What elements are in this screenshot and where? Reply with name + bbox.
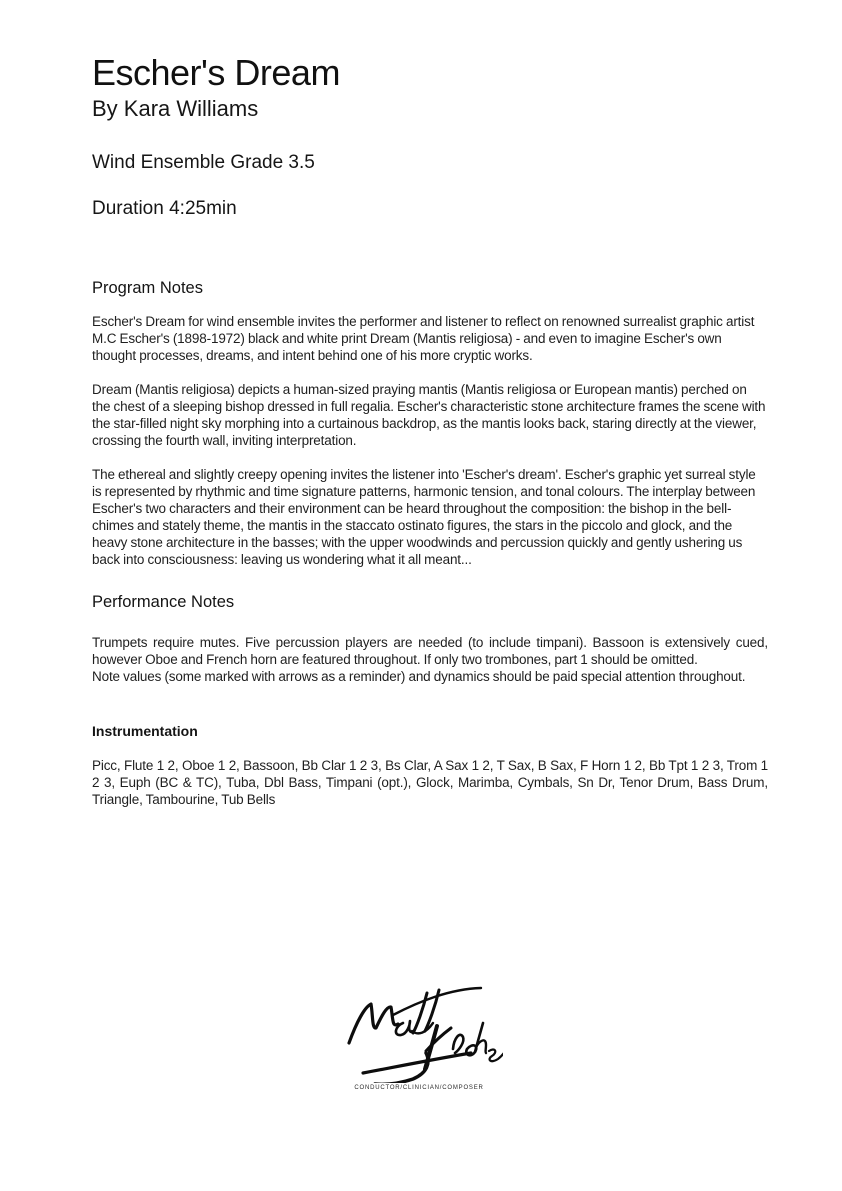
program-notes-paragraph: The ethereal and slightly creepy opening invites the listener into 'Escher's dream'. Escher's graphic yet surreal style is represented by rhythmic and time signature patterns, harmonic tension, and tonal colours. The interplay between Escher's two characters and their environment can be heard throughout the composition: the bishop in the bell-chimes and stately theme, the mantis in the staccato ostinato figures, the stars in the piccolo and glock, and the heavy stone architecture in the basses; with the upper woodwinds and percussion quickly and gently ushering us back into consciousness: leaving us wondering what it all meant... [92,467,756,568]
instrumentation-list: Picc, Flute 1 2, Oboe 1 2, Bassoon, Bb Clar 1 2 3, Bs Clar, A Sax 1 2, T Sax, B Sax, F Horn 1 2, Bb Tpt 1 2 3, Trom 1 2 3, Euph (BC & TC), Tuba, Dbl Bass, Timpani (opt.), Glock, Marimba, Cymbals, Sn Dr, Tenor Drum, Bass Drum, Triangle, Tambourine, Tub Bells [92,757,768,807]
performance-notes-paragraph: Trumpets require mutes. Five percussion players are needed (to include timpani). Bassoon is extensively cued, however Oboe and French horn are featured throughout. If only two trombones, part 1 should be omitted. [92,634,768,667]
page-content [92,0,768,808]
piece-title: Escher's Dream [92,52,340,93]
ensemble-grade-line: Wind Ensemble Grade 3.5 [92,151,315,173]
composer-byline: By Kara Williams [92,96,259,122]
signature-tagline: CONDUCTOR/CLINICIAN/COMPOSER [354,1085,484,1091]
performance-notes-paragraph: Note values (some marked with arrows as a reminder) and dynamics should be paid special attention throughout. [92,668,746,684]
program-notes-paragraph: Dream (Mantis religiosa) depicts a human-sized praying mantis (Mantis religiosa or European mantis) perched on the chest of a sleeping bishop dressed in full regalia. Escher's characteristic stone architecture frames the scene with the star-filled night sky morphing into a curtainous backdrop, as the mantis looks back, staring directly at the viewer, crossing the fourth wall, inviting interpretation. [92,382,766,449]
program-notes-paragraph: Escher's Dream for wind ensemble invites the performer and listener to reflect on renowned surrealist graphic artist M.C Escher's (1898-1972) black and white print Dream (Mantis religiosa) - and even to imagine Escher's own thought processes, dreams, and intent behind one of his more cryptic works. [92,314,755,364]
duration-line: Duration 4:25min [92,197,237,219]
program-notes-heading: Program Notes [92,279,203,298]
performance-notes-heading: Performance Notes [92,593,235,612]
instrumentation-heading: Instrumentation [92,722,198,739]
matt-klohs-signature-icon [335,973,503,1083]
composer-logo [335,973,503,1101]
